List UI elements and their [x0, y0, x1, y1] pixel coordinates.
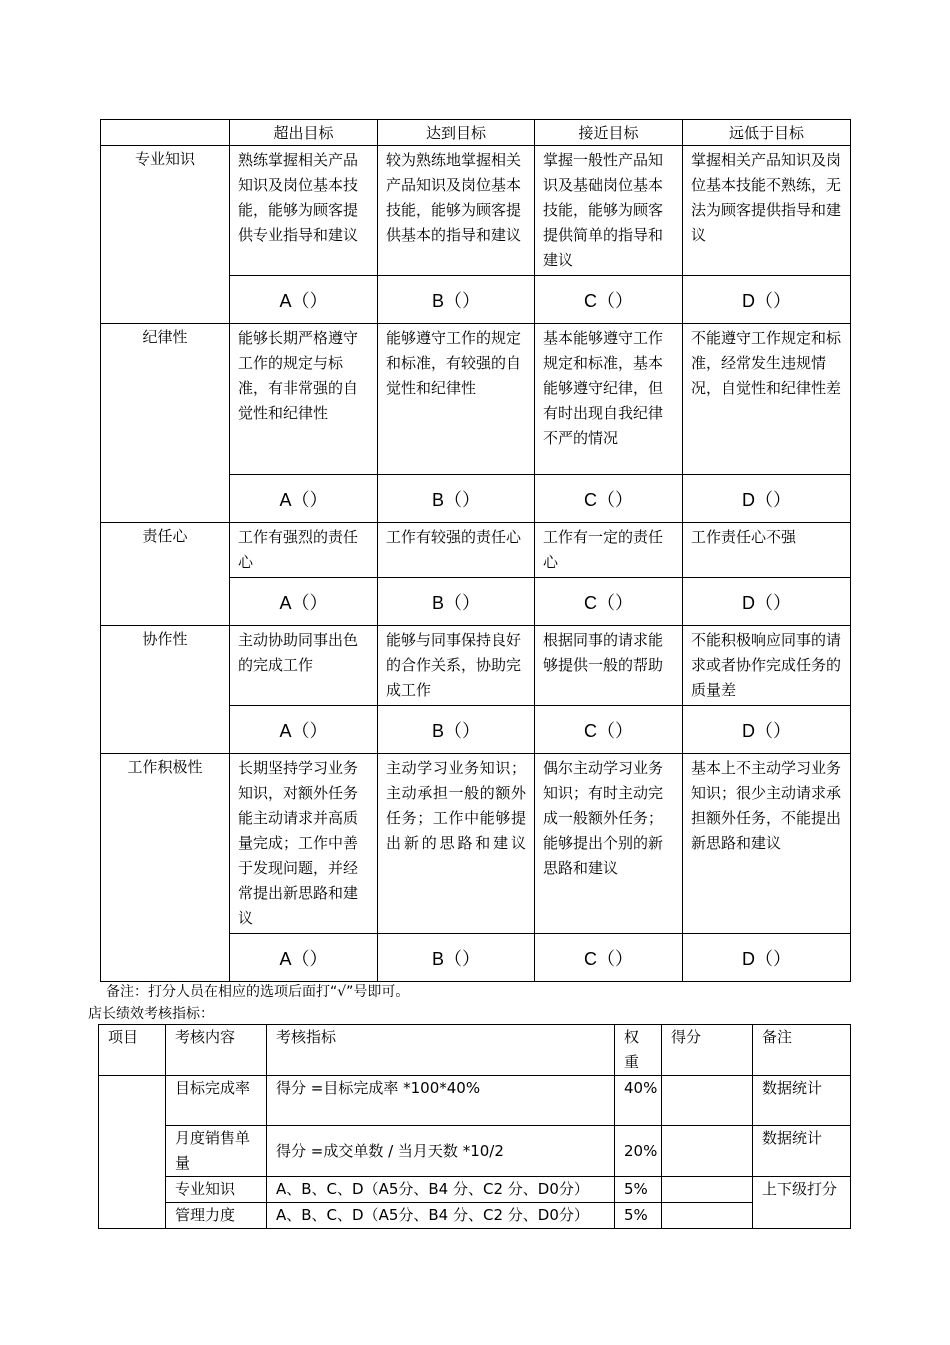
score-cell[interactable]	[662, 1076, 753, 1126]
grade-option-b[interactable]: B（）	[378, 706, 535, 754]
indicator-cell: 得分 =目标完成率 *100*40%	[267, 1076, 615, 1126]
description-cell: 能够遵守工作的规定和标准，有较强的自觉性和纪律性	[378, 324, 535, 475]
score-cell[interactable]	[662, 1203, 753, 1229]
weight-cell: 40%	[615, 1076, 662, 1126]
description-cell: 能够长期严格遵守工作的规定与标准，有非常强的自觉性和纪律性	[230, 324, 378, 475]
category-cell: 专业知识	[101, 146, 230, 324]
grade-option-a[interactable]: A（）	[230, 578, 378, 626]
grade-option-c[interactable]: C（）	[535, 706, 683, 754]
grade-option-a[interactable]: A（）	[230, 475, 378, 523]
description-cell: 工作有较强的责任心	[378, 523, 535, 578]
header-reach-target: 达到目标	[378, 120, 535, 146]
grade-option-b[interactable]: B（）	[378, 475, 535, 523]
description-cell: 基本上不主动学习业务知识；很少主动请求承担额外任务，不能提出新思路和建议	[683, 754, 851, 934]
weight-cell: 20%	[615, 1126, 662, 1177]
description-cell: 工作有一定的责任心	[535, 523, 683, 578]
merged-remark-cell: 上下级打分	[753, 1177, 851, 1229]
content-cell: 目标完成率	[166, 1076, 267, 1126]
description-cell: 工作有强烈的责任心	[230, 523, 378, 578]
indicator-cell: A、B、C、D（A5分、B4 分、C2 分、D0分）	[267, 1177, 615, 1203]
description-cell: 工作责任心不强	[683, 523, 851, 578]
header-content: 考核内容	[166, 1025, 267, 1076]
score-cell[interactable]	[662, 1126, 753, 1177]
description-cell: 熟练掌握相关产品知识及岗位基本技能，能够为顾客提供专业指导和建议	[230, 146, 378, 276]
category-cell: 协作性	[101, 626, 230, 754]
category-cell: 工作积极性	[101, 754, 230, 982]
weight-cell: 5%	[615, 1177, 662, 1203]
description-cell: 不能遵守工作规定和标准，经常发生违规情况，自觉性和纪律性差	[683, 324, 851, 475]
content-cell: 专业知识	[166, 1177, 267, 1203]
description-cell: 长期坚持学习业务知识，对额外任务能主动请求并高质量完成；工作中善于发现问题，并经常提出新思路和建议	[230, 754, 378, 934]
header-item: 项目	[99, 1025, 166, 1076]
description-cell: 掌握一般性产品知识及基础岗位基本技能，能够为顾客提供简单的指导和建议	[535, 146, 683, 276]
grade-option-b[interactable]: B（）	[378, 578, 535, 626]
table-row	[99, 1203, 851, 1229]
table-row	[99, 1076, 851, 1126]
remark-cell: 数据统计	[753, 1076, 851, 1126]
grade-option-d[interactable]: D（）	[683, 475, 851, 523]
section-title: 店长绩效考核指标：	[88, 1006, 214, 1022]
header-weight: 权重	[615, 1025, 662, 1076]
description-cell: 不能积极响应同事的请求或者协作完成任务的质量差	[683, 626, 851, 706]
content-cell: 管理力度	[166, 1203, 267, 1229]
performance-indicator-table	[98, 1024, 851, 1229]
header-exceed-target: 超出目标	[230, 120, 378, 146]
header-remark: 备注	[753, 1025, 851, 1076]
table-row	[99, 1177, 851, 1203]
table-row	[101, 146, 851, 276]
header-cell-empty	[101, 120, 230, 146]
table-row	[99, 1126, 851, 1177]
weight-cell: 5%	[615, 1203, 662, 1229]
item-cell	[99, 1076, 166, 1229]
grade-option-c[interactable]: C（）	[535, 578, 683, 626]
table-header-row	[101, 120, 851, 146]
table-row	[101, 324, 851, 475]
grade-option-c[interactable]: C（）	[535, 276, 683, 324]
grade-option-d[interactable]: D（）	[683, 706, 851, 754]
grade-option-b[interactable]: B（）	[378, 934, 535, 982]
grade-option-a[interactable]: A（）	[230, 706, 378, 754]
evaluation-criteria-table	[100, 119, 851, 982]
content-cell: 月度销售单量	[166, 1126, 267, 1177]
table-row	[101, 626, 851, 706]
table-header-row	[99, 1025, 851, 1076]
table-row	[101, 754, 851, 934]
header-far-below-target: 远低于目标	[683, 120, 851, 146]
score-cell[interactable]	[662, 1177, 753, 1203]
category-cell: 责任心	[101, 523, 230, 626]
category-cell: 纪律性	[101, 324, 230, 523]
description-cell: 掌握相关产品知识及岗位基本技能不熟练，无法为顾客提供指导和建议	[683, 146, 851, 276]
header-near-target: 接近目标	[535, 120, 683, 146]
grade-option-b[interactable]: B（）	[378, 276, 535, 324]
remark-note: 备注：打分人员在相应的选项后面打“√”号即可。	[106, 984, 410, 1000]
grade-option-c[interactable]: C（）	[535, 475, 683, 523]
grade-option-d[interactable]: D（）	[683, 578, 851, 626]
description-cell: 能够与同事保持良好的合作关系，协助完成工作	[378, 626, 535, 706]
description-cell: 根据同事的请求能够提供一般的帮助	[535, 626, 683, 706]
description-cell: 主动协助同事出色的完成工作	[230, 626, 378, 706]
grade-option-a[interactable]: A（）	[230, 276, 378, 324]
grade-option-d[interactable]: D（）	[683, 276, 851, 324]
header-score: 得分	[662, 1025, 753, 1076]
header-indicator: 考核指标	[267, 1025, 615, 1076]
remark-cell: 数据统计	[753, 1126, 851, 1177]
indicator-cell: 得分 =成交单数 / 当月天数 *10/2	[267, 1126, 615, 1177]
description-cell: 较为熟练地掌握相关产品知识及岗位基本技能，能够为顾客提供基本的指导和建议	[378, 146, 535, 276]
indicator-cell: A、B、C、D（A5分、B4 分、C2 分、D0分）	[267, 1203, 615, 1229]
grade-option-d[interactable]: D（）	[683, 934, 851, 982]
description-cell: 偶尔主动学习业务知识；有时主动完成一般额外任务；能够提出个别的新思路和建议	[535, 754, 683, 934]
description-cell: 基本能够遵守工作规定和标准，基本能够遵守纪律，但有时出现自我纪律不严的情况	[535, 324, 683, 475]
description-cell: 主动学习业务知识；主动承担一般的额外任务；工作中能够提出新的思路和建议	[378, 754, 535, 934]
grade-option-a[interactable]: A（）	[230, 934, 378, 982]
table-row	[101, 523, 851, 578]
grade-option-c[interactable]: C（）	[535, 934, 683, 982]
